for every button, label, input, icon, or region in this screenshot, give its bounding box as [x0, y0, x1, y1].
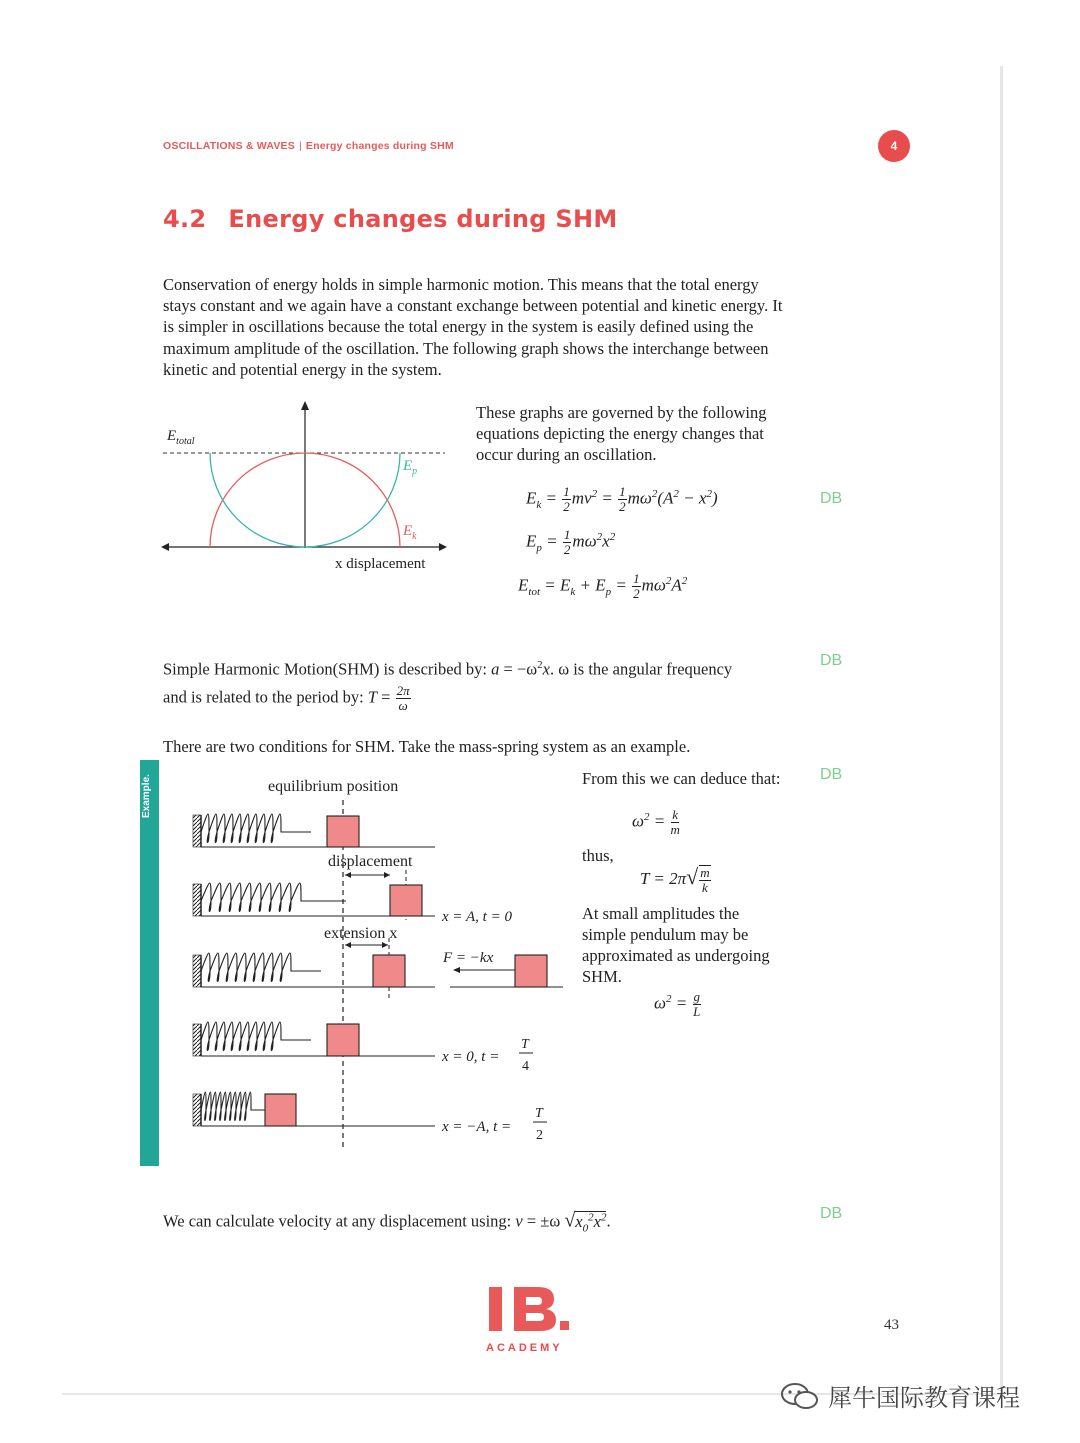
period-spring-equation: T = 2π√ $\frac{m}{k}$ — [640, 864, 710, 896]
period-relation: and is related to the period by: T = $\frac{2\pi}{\omega}$ — [163, 683, 410, 713]
db-tag: DB — [820, 490, 843, 507]
db-tag: DB — [820, 1205, 843, 1222]
quarter-period-numerator: T — [521, 1037, 529, 1052]
db-tag: DB — [820, 652, 843, 669]
shm-definition: Simple Harmonic Motion(SHM) is described by: $a = -\omega^2x$. ω is the angular frequency — [163, 659, 733, 679]
shm-suffix: is the angular frequency — [573, 659, 733, 679]
example-tab — [140, 760, 159, 1166]
potential-energy-equation: $E_p$ = $\frac{1}{2}$ $m\omega^2x^2$ — [526, 527, 616, 557]
section-number: 4.2 — [163, 205, 207, 233]
x-axis-left-arrow — [161, 543, 169, 551]
intro-paragraph: Conservation of energy holds in simple harmonic motion. This means that the total energy stays constant and we again have a constant exchange between potential and kinetic energy. It is simpler in oscillations because the total energy in the system is easily defined using the maximum amplitude of the oscillation. The following graph shows the interchange between kinetic and potential energy in the system. — [163, 275, 783, 379]
velocity-prefix: We can calculate velocity at any displacement using: — [163, 1211, 512, 1231]
page-edge-shadow — [1000, 66, 1003, 1396]
ep-label: $E_p$ — [403, 458, 418, 477]
chapter-number-badge: 4 — [878, 130, 910, 162]
spring-row-extension — [193, 953, 435, 987]
force-diagram-block — [515, 955, 547, 987]
ek-label: $E_k$ — [403, 523, 417, 542]
graph-description: These graphs are governed by the following equations depicting the energy changes that occur during an oscillation. — [476, 403, 767, 465]
state-negative-label: x = −A, t = — [442, 1119, 512, 1135]
db-tag: DB — [820, 766, 843, 783]
omega-spring-equation: $\omega^2$ = $\frac{k}{m}$ — [632, 807, 680, 837]
mass-block — [327, 1024, 359, 1056]
mass-block — [265, 1094, 296, 1126]
logo-text: ACADEMY — [486, 1342, 563, 1354]
y-axis-arrow — [301, 401, 309, 410]
spring-row-equilibrium-pass — [193, 1022, 435, 1056]
header-chapter: OSCILLATIONS & WAVES — [163, 140, 295, 152]
example-tab-label: Example. — [141, 774, 152, 818]
velocity-text: We can calculate velocity at any displacement using: v = ±ω $√x_0^2x^2$. — [163, 1209, 611, 1234]
e-total-label: $E_{total}$ — [167, 428, 195, 447]
spring-row-compressed — [193, 1092, 435, 1126]
extension-label: extension x — [324, 925, 398, 942]
period-prefix: and is related to the period by: — [163, 687, 364, 707]
section-title-text: Energy changes during SHM — [228, 205, 618, 233]
mass-block — [327, 816, 359, 847]
wechat-icon — [780, 1381, 820, 1411]
shm-prefix: Simple Harmonic Motion(SHM) is described by: — [163, 659, 488, 679]
deduce-text: From this we can deduce that: — [582, 769, 781, 788]
section-title — [163, 205, 618, 233]
total-energy-equation: $E_{tot} = E_k + E_p$ = $\frac{1}{2}$ $m\omega^2A^2$ — [518, 571, 688, 601]
equilibrium-label: equilibrium position — [268, 778, 399, 795]
mass-block — [373, 955, 405, 987]
displacement-label: displacement — [328, 853, 413, 870]
mass-block — [390, 885, 422, 916]
pendulum-text: At small amplitudes the simple pendulum may be approximated as undergoing SHM. — [582, 904, 770, 986]
spring-row-equilibrium — [193, 814, 435, 847]
header-separator: | — [298, 140, 302, 152]
header-section: Energy changes during SHM — [305, 140, 454, 152]
state-amplitude-label: x = A, t = 0 — [442, 909, 512, 925]
half-period-numerator: T — [535, 1106, 543, 1121]
conditions-text: There are two conditions for SHM. Take the mass-spring system as an example. — [163, 737, 691, 756]
kinetic-energy-equation: $E_k$ = $\frac{1}{2}$ $mv^2$ = $\frac{1}{2}$ $m\omega^2(A^2 - x^2)$ — [526, 484, 718, 514]
watermark — [780, 1378, 1020, 1413]
spring-row-amplitude — [193, 883, 435, 916]
watermark-text: 犀牛国际教育课程 — [828, 1384, 1020, 1412]
thus-text: thus, — [582, 846, 614, 865]
energy-graph — [155, 398, 455, 583]
x-axis-right-arrow — [439, 543, 447, 551]
quarter-period-denominator: 4 — [522, 1059, 529, 1074]
half-period-denominator: 2 — [536, 1128, 543, 1143]
running-header — [163, 140, 454, 152]
mass-spring-diagram — [185, 770, 570, 1160]
force-label: F = −kx — [443, 950, 494, 966]
x-axis-label: x displacement — [335, 556, 426, 572]
omega-pendulum-equation: $\omega^2$ = $\frac{g}{L}$ — [654, 989, 701, 1019]
page-number: 43 — [884, 1317, 899, 1333]
state-zero-label: x = 0, t = — [442, 1049, 500, 1065]
